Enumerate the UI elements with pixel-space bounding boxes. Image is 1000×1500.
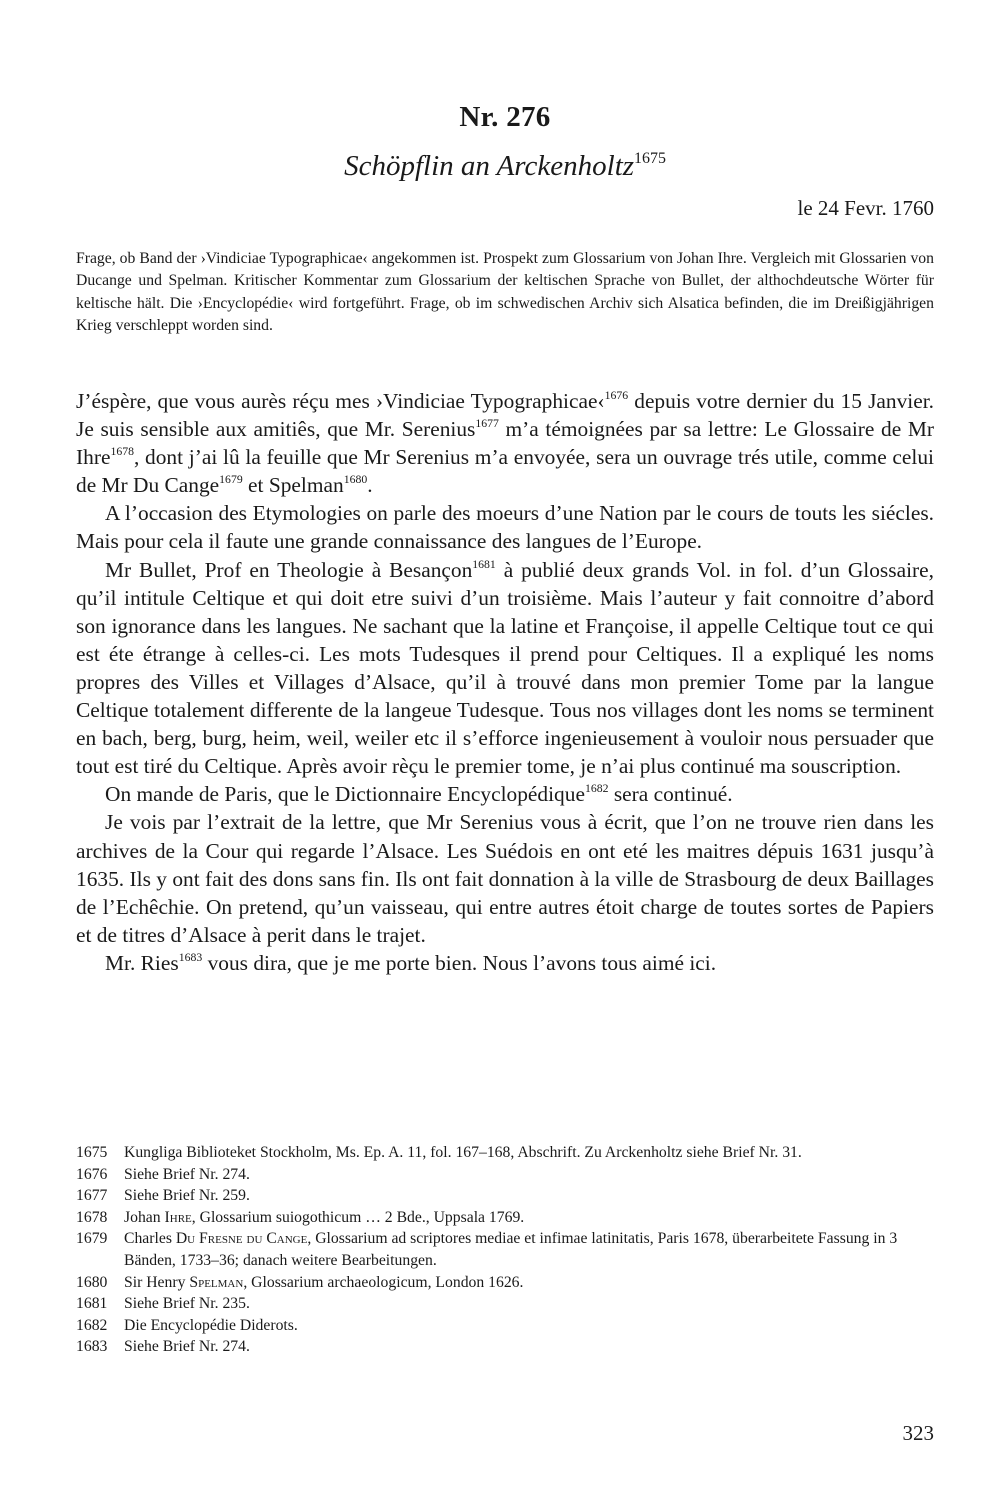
footnote-number: 1679 [76,1230,108,1248]
body-paragraph-5: Je vois par l’extrait de la lettre, que Mr Serenius vous à écrit, que l’on ne trouve rien dans les archives de la Cour qui regarde l’Alsace. Les Suédois en ont eté les maitres dépuis 1631 jusqu’à 1635. Ils y ont fait des dons sans fin. Ils ont fait donnation à la ville de Strasbourg de deux Baillages de l’Echêchie. On pretend, qu’un vaisseau, qui entre autres étoit charge de toutes sortes de Papiers et de titres d’Alsace à perit dans le trajet. [76,810,934,947]
footnote [76,1164,934,1186]
footnote-ref-1680: 1680 [343,473,368,487]
body-paragraph-6 [76,949,934,977]
body-text: m’a témoignées par sa lettre: Le Glossaire de Mr Ihre [76,417,935,470]
footnote-ref-1681: 1681 [472,557,496,571]
body-text: On mande de Paris, que le Dictionnaire Encyclopédique [105,782,585,807]
footnote-text: Die Encyclopédie Diderots. [124,1316,298,1334]
letter-number: Nr. 276 [459,101,551,133]
body-text: depuis votre dernier du 15 Janvier. Je suis sensible aux amitiês, que Mr. Serenius [76,389,935,442]
author-name: Ihre [164,1208,192,1226]
letter-title [76,150,934,183]
summary-paragraph: Frage, ob Band der ›Vindiciae Typographicae‹ angekommen ist. Prospekt zum Glossarium von Johan Ihre. Vergleich mit Glossarien von Ducange und Spelman. Kritischer Kommentar zum Glossarium der keltischen Sprache von Bullet, der althochdeutsche Wörter für keltische hält. Die ›Encyclopédie‹ wird fortgeführt. Frage, ob im schwedischen Archiv sich Alsatica befinden, die im Dreißigjährigen Krieg verschleppt worden sind. [76,250,934,335]
footnote-text-part: , Glossarium archaeologicum, London 1626. [243,1273,524,1291]
footnote [76,1315,934,1337]
footnote-number: 1677 [76,1187,108,1205]
body-text: , dont j’ai lû la feuille que Mr Serenius m’a envoyée, sera un ouvrage trés utile, comme celui de Mr Du Cange [76,445,934,498]
footnote-ref-1679: 1679 [219,473,243,487]
footnote-text: Siehe Brief Nr. 274. [124,1165,250,1183]
footnote-text-part: , Glossarium ad scriptores mediae et infimae latinitatis, Paris 1678, überarbeitete Fassung in 3 Bänden, 1733–36; danach weitere Bearbeitungen. [124,1230,898,1269]
body-text: Mr Bullet, Prof en Theologie à Besançon [105,557,473,582]
footnote [76,1207,934,1229]
footnote-text [124,1207,934,1229]
body-paragraph-4 [76,780,934,808]
footnotes [76,1142,934,1358]
author-name: Spelman [189,1273,244,1291]
footnote-ref-1678: 1678 [110,445,134,459]
page-number: 323 [902,1421,934,1445]
footnote-text-part: Johan [124,1208,165,1226]
body-text: J’éspère, que vous aurès réçu mes ›Vindiciae Typographicae‹ [76,389,605,413]
footnote-number: 1678 [76,1208,108,1226]
letter-title-text: Schöpflin an Arckenholtz [344,150,635,182]
author-name: Du Fresne du Cange [175,1230,308,1248]
footnote-text-part: Charles [124,1230,176,1248]
footnote-ref-1676: 1676 [604,389,629,403]
footnote-number: 1676 [76,1165,108,1183]
footnote-ref-1683: 1683 [178,951,203,965]
footnote [76,1293,934,1315]
footnote-ref-1682: 1682 [584,782,609,796]
footnote [76,1228,934,1271]
footnote-text-part: Sir Henry [124,1273,190,1291]
footnote-text: Siehe Brief Nr. 274. [124,1338,250,1356]
footnote-ref-1675: 1675 [634,150,666,168]
document-page [76,0,934,1500]
footnote-number: 1683 [76,1338,108,1356]
footnote-text [124,1228,934,1271]
body-text: à publié deux grands Vol. in fol. d’un Glossaire, qu’il intitule Celtique et qui doit etre suivi d’un troisième. Mais l’auteur y fait connoitre d’abord son ignorance dans les langues. Ne sachant que la latine et Françoise, il appelle Celtique tout ce qui est éte étrange à celles-ci. Les mots Tudesques il prend pour Celtiques. Il a expliqué les noms propres des Villes et Villages d’Alsace, qu’il à trouvé dans mon premier Tome par la langue Celtique totalement differente de la langeue Tudesque. Tous nos villages dont les noms se terminent en bach, berg, burg, heim, weil, weiler etc il s’efforce ingenieusement à vouloir nous persuader que tout est tiré du Celtique. Après avoir rèçu le premier tome, je n’ai plus continué ma souscription. [76,557,934,779]
footnote-ref-1677: 1677 [475,417,499,431]
body-paragraph-1 [76,387,934,499]
letter-date: le 24 Fevr. 1760 [797,196,934,220]
footnote-number: 1680 [76,1273,108,1291]
body-text: sera continué. [608,782,733,807]
body-text: . [367,473,373,498]
footnote-text: Siehe Brief Nr. 235. [124,1295,250,1313]
footnote [76,1336,934,1358]
footnote-text-part: , Glossarium suiogothicum … 2 Bde., Uppsala 1769. [191,1208,525,1226]
footnote-number: 1681 [76,1295,108,1313]
body-text: et Spelman [242,473,344,498]
footnote [76,1185,934,1207]
body-paragraph-3 [76,556,934,781]
footnote-text: Kungliga Biblioteket Stockholm, Ms. Ep. A. 11, fol. 167–168, Abschrift. Zu Arckenholtz siehe Brief Nr. 31. [124,1144,802,1161]
footnote-number: 1682 [76,1316,108,1334]
body-paragraph-2: A l’occasion des Etymologies on parle des moeurs d’une Nation par le cours de touts les siécles. Mais pour cela il faute une grande connaissance des langues de l’Europe. [76,501,934,554]
body-text: vous dira, que je me porte bien. Nous l’avons tous aimé ici. [202,950,717,975]
body-text: Mr. Ries [105,950,179,975]
footnote-text: Siehe Brief Nr. 259. [124,1187,250,1205]
footnote [76,1272,934,1294]
footnote [76,1142,934,1164]
footnote-number: 1675 [76,1144,108,1161]
footnote-text [124,1272,934,1294]
letter-body [76,387,934,977]
